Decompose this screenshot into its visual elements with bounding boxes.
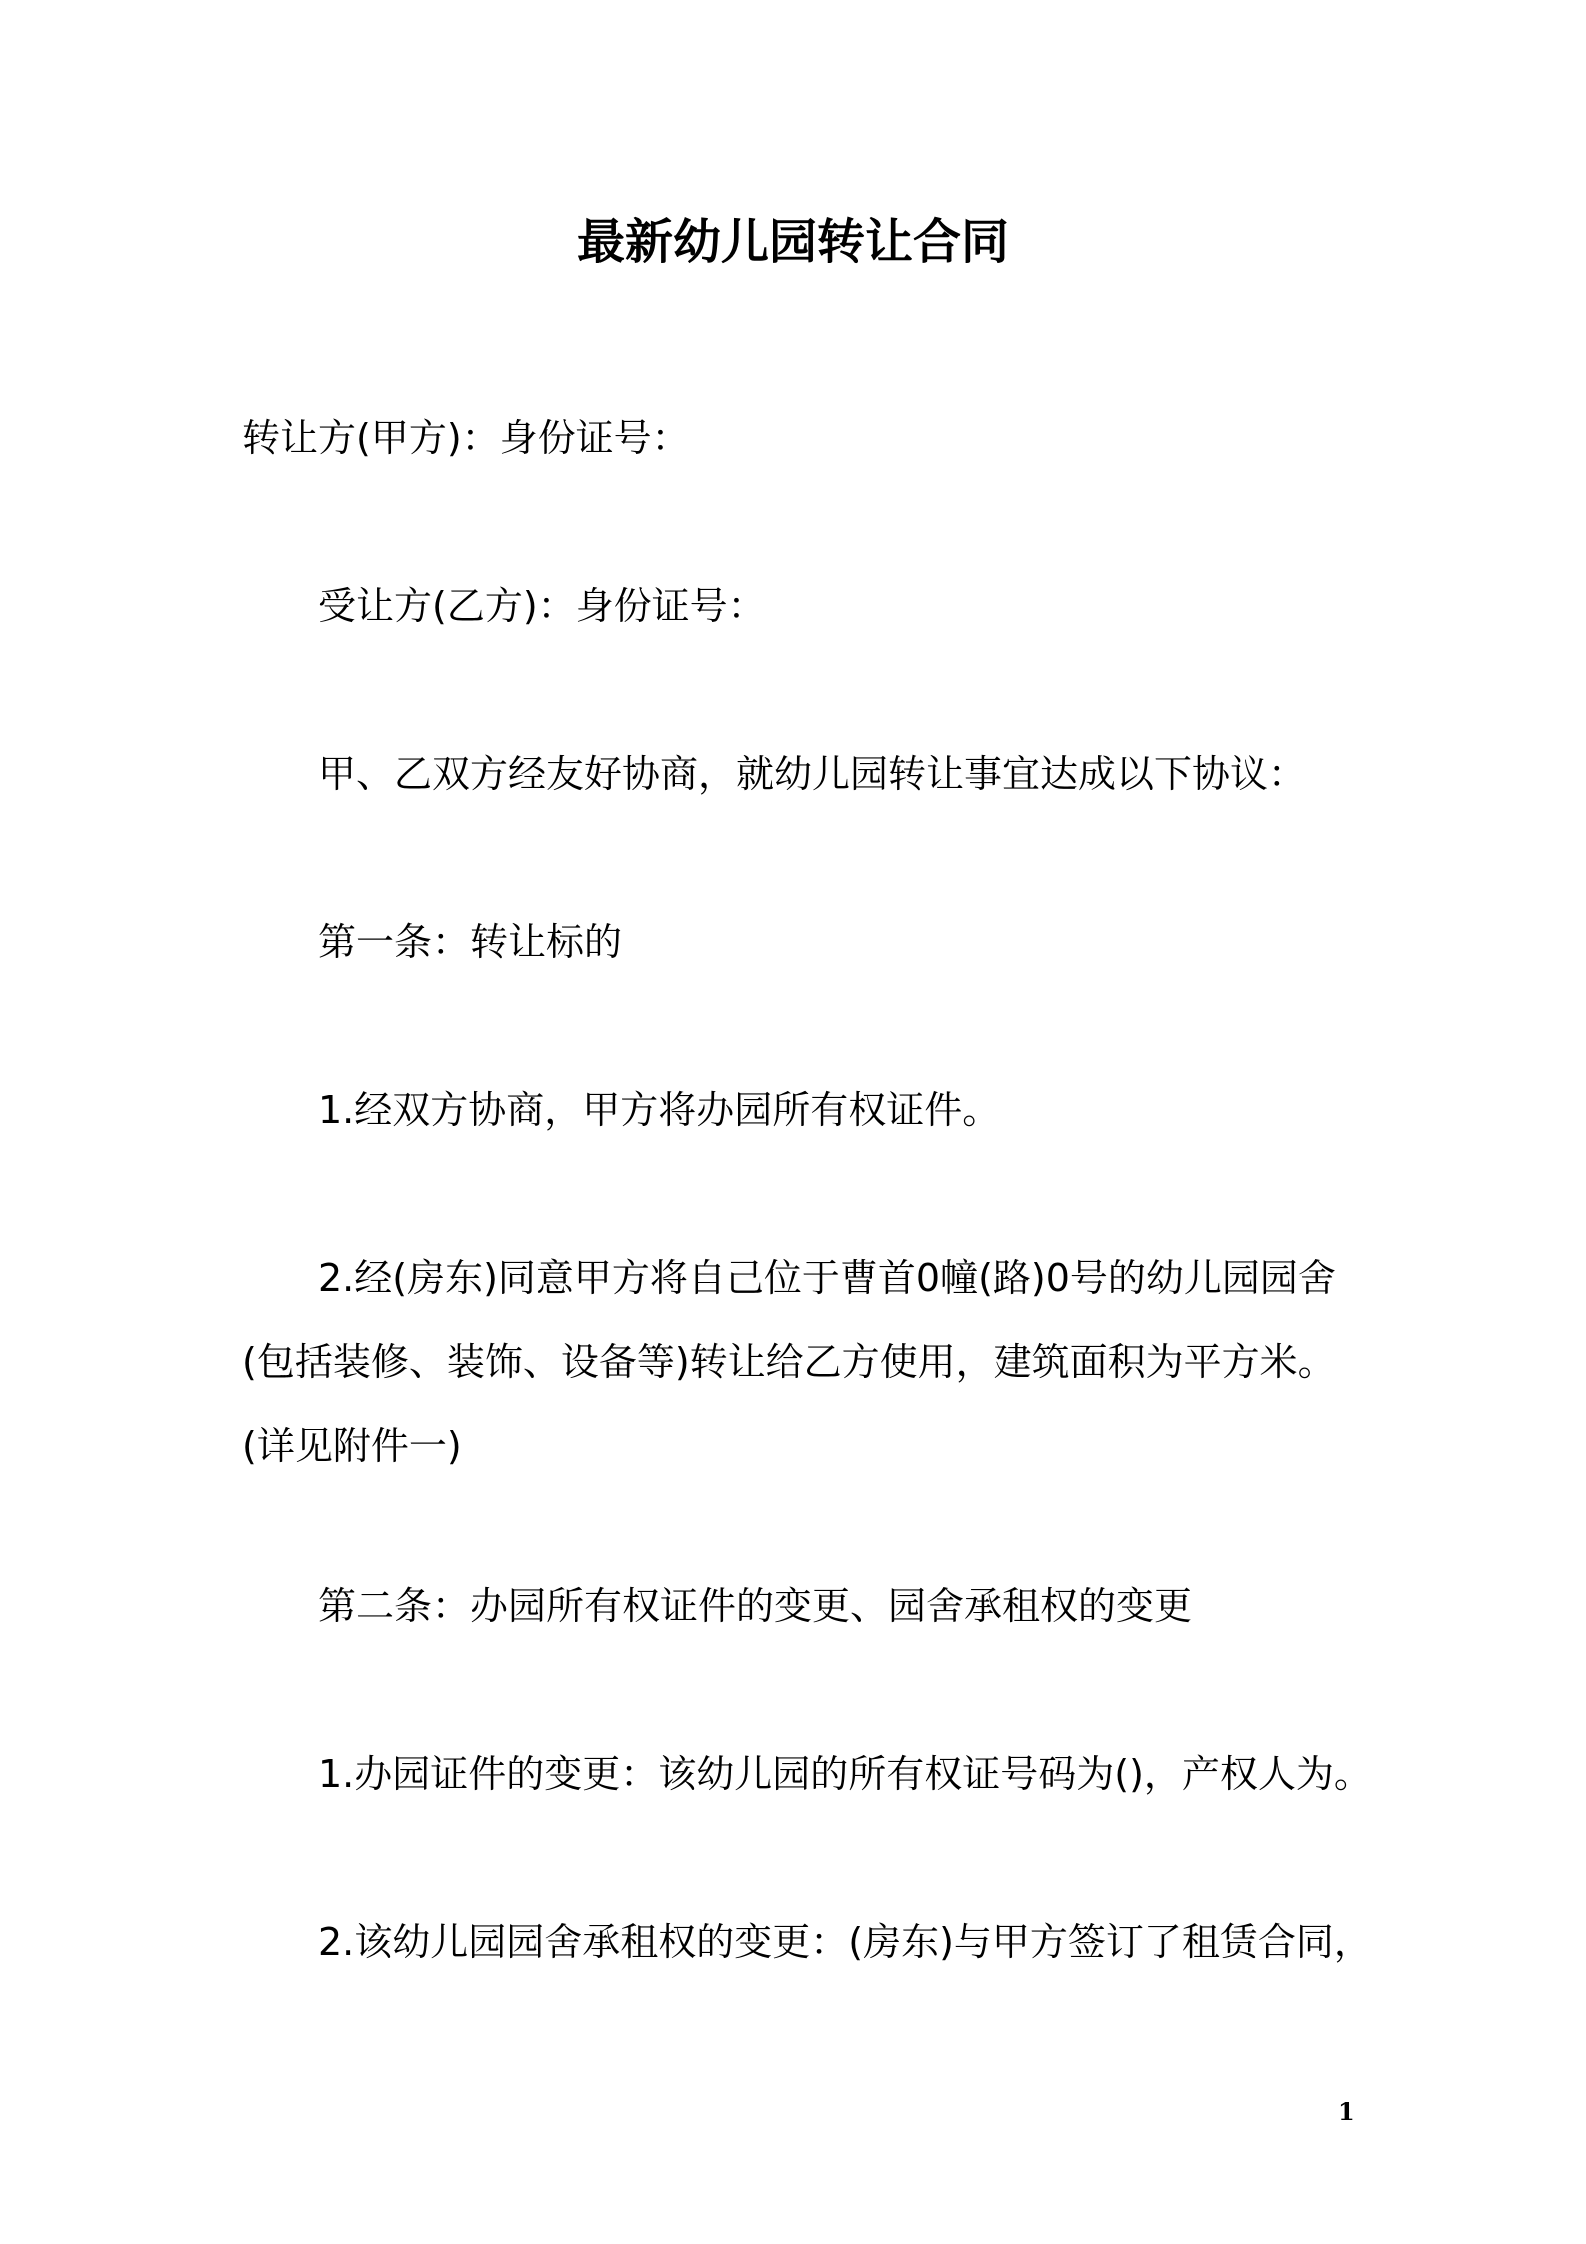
- article-1-clause-1: 1.经双方协商，甲方将办园所有权证件。: [318, 1088, 1001, 1132]
- paragraph-transferee: 受让方(乙方)：身份证号：: [318, 584, 766, 628]
- article-1-heading: 第一条：转让标的: [318, 920, 623, 964]
- paragraph-agreement-intro: 甲、乙双方经友好协商，就幼儿园转让事宜达成以下协议：: [318, 752, 1307, 796]
- article-2-heading: 第二条：办园所有权证件的变更、园舍承租权的变更: [318, 1584, 1193, 1628]
- article-1-clause-2: 2.经(房东)同意甲方将自己位于曹首0幢(路)0号的幼儿园园舍(包括装修、装饰、设备等)转让给乙方使用，建筑面积为平方米。(详见附件一): [242, 1256, 1336, 1468]
- article-2-clause-2: 2.该幼儿园园舍承租权的变更：(房东)与甲方签订了租赁合同，: [318, 1920, 1372, 1964]
- document-title: 最新幼儿园转让合同: [576, 214, 1009, 270]
- paragraph-transferor: 转让方(甲方)：身份证号：: [242, 416, 690, 460]
- article-2-clause-1: 1.办园证件的变更：该幼儿园的所有权证号码为()，产权人为。: [318, 1752, 1372, 1796]
- page-number: 1: [1338, 2097, 1355, 2126]
